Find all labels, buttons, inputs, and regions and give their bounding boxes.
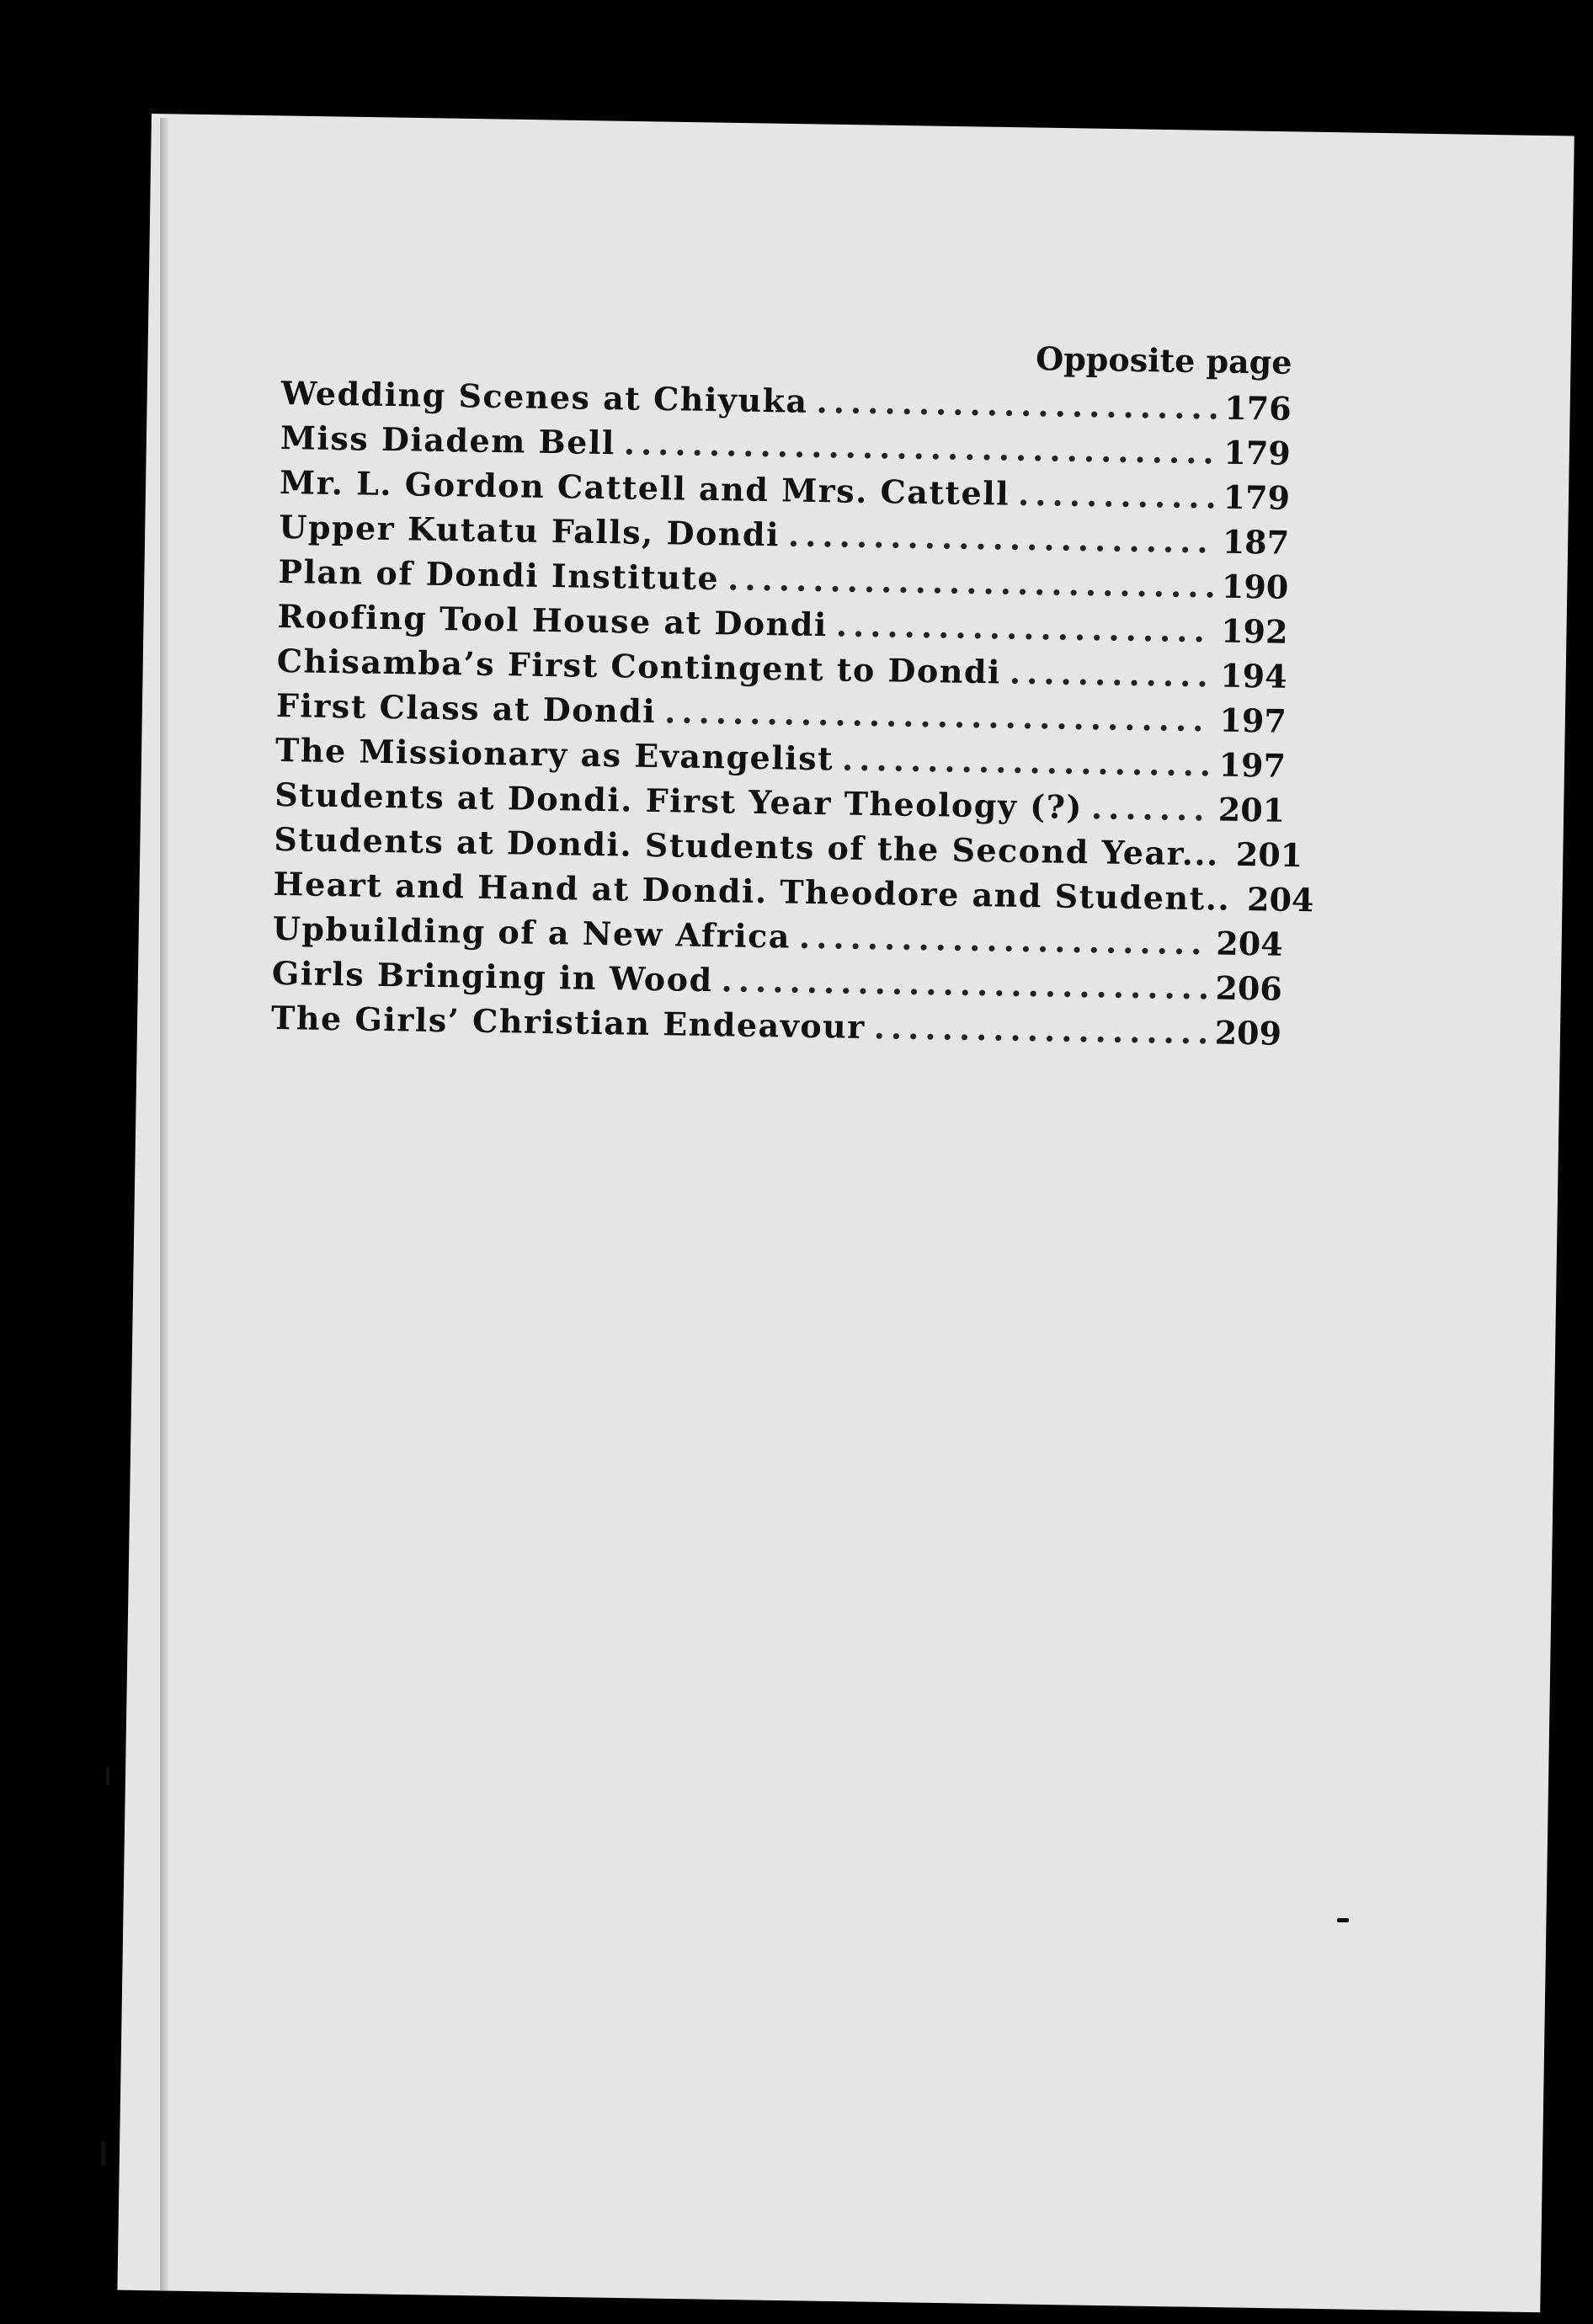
dot-leader <box>873 1005 1207 1054</box>
dot-leader <box>727 556 1214 608</box>
scan-speck <box>101 2140 105 2166</box>
entry-page: 179 <box>1223 477 1291 517</box>
entry-page: 197 <box>1218 745 1287 785</box>
dot-leader <box>1227 832 1228 877</box>
entry-page: 204 <box>1215 924 1284 963</box>
entry-title: The Girls’ Christian Endeavour <box>270 998 866 1046</box>
entry-page: 201 <box>1235 834 1303 875</box>
entry-page: 179 <box>1223 433 1292 472</box>
entry-title: Miss Diadem Bell <box>280 418 616 462</box>
entry-page: 201 <box>1217 790 1286 829</box>
entry-page: 204 <box>1246 880 1314 919</box>
entry-title: The Missionary as Evangelist <box>274 730 834 778</box>
entry-title: Upper Kutatu Falls, Dondi <box>278 507 781 554</box>
entry-title: Heart and Hand at Dondi. Theodore and Student.. <box>273 864 1231 918</box>
entry-title: Upbuilding of a New Africa <box>272 909 791 956</box>
dot-leader <box>842 737 1211 787</box>
dot-leader <box>1091 785 1211 831</box>
entry-title: Chisamba’s First Contingent to Dondi <box>276 641 1002 691</box>
dot-leader <box>1010 650 1212 698</box>
entry-title: Girls Bringing in Wood <box>271 953 713 999</box>
dot-leader <box>816 379 1217 429</box>
entry-page: 206 <box>1215 968 1283 1008</box>
entry-page: 190 <box>1221 567 1289 606</box>
dot-leader <box>1018 472 1215 520</box>
dot-leader <box>835 602 1212 653</box>
entry-title: Roofing Tool House at Dondi <box>277 596 828 644</box>
entry-title: First Class at Dondi <box>275 685 657 731</box>
entry-title: Students at Dondi. First Year Theology (?) <box>274 775 1084 827</box>
entry-page: 209 <box>1214 1013 1282 1053</box>
page-gutter <box>160 118 168 2290</box>
entry-page: 176 <box>1223 388 1292 428</box>
entry-title: Mr. L. Gordon Cattell and Mrs. Cattell <box>279 462 1010 513</box>
dot-leader <box>799 914 1208 966</box>
column-header: Opposite page <box>1035 339 1292 381</box>
entry-title: Students at Dondi. Students of the Second Year... <box>274 819 1220 873</box>
dot-leader <box>788 512 1215 563</box>
entry-page: 187 <box>1222 522 1290 562</box>
entry-title: Plan of Dondi Institute <box>278 552 720 598</box>
dot-leader <box>721 957 1207 1010</box>
scan-speck <box>1337 1918 1349 1922</box>
entry-page: 194 <box>1219 656 1288 696</box>
entry-title: Wedding Scenes at Chiyuka <box>280 373 808 420</box>
entry-page: 197 <box>1219 701 1287 740</box>
list-of-illustrations <box>270 328 1314 1056</box>
entry-page: 192 <box>1220 611 1288 651</box>
scan-speck <box>106 1767 109 1785</box>
